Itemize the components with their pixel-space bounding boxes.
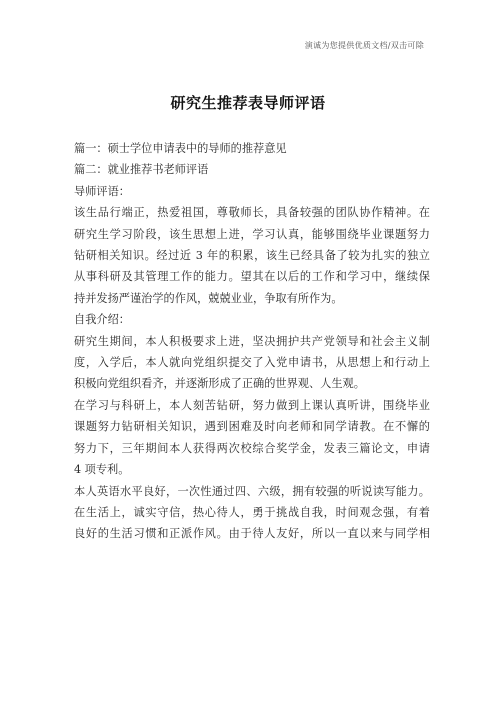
text-line: 钻研相关知识。经过近 3 年的积累，该生已经具备了较为扎实的独立 bbox=[74, 249, 430, 263]
text-line: 良好的生活习惯和正派作风。由于待人友好，所以一直以来与同学相 bbox=[74, 527, 430, 541]
text-line: 研究生期间，本人积极要求上进，坚决拥护共产党领导和社会主义制 bbox=[74, 334, 430, 348]
text-line: 课题努力钻研相关知识，遇到困难及时向老师和同学请教。在不懈的 bbox=[74, 420, 430, 434]
text-line: 在学习与科研上，本人刻苦钻研，努力做到上课认真听讲，围绕毕业 bbox=[74, 398, 430, 412]
text-line: 持并发扬严谨治学的作风，兢兢业业，争取有所作为。 bbox=[74, 291, 343, 305]
text-line: 4 项专利。 bbox=[74, 463, 130, 477]
page-title: 研究生推荐表导师评语 bbox=[170, 94, 326, 112]
text-line: 该生品行端正，热爱祖国，尊敬师长，具备较强的团队协作精神。在 bbox=[74, 206, 430, 220]
toc-item: 篇二：就业推荐书老师评语 bbox=[74, 163, 209, 177]
text-line: 积极向党组织看齐，并逐渐形成了正确的世界观、人生观。 bbox=[74, 377, 365, 391]
section-heading: 导师评语： bbox=[74, 184, 130, 198]
text-line: 从事科研及其管理工作的能力。望其在以后的工作和学习中，继续保 bbox=[74, 270, 430, 284]
text-line: 度，入学后，本人就向党组织提交了入党申请书，从思想上和行动上 bbox=[74, 356, 430, 370]
text-line: 努力下，三年期间本人获得两次校综合奖学金，发表三篇论文，申请 bbox=[74, 441, 430, 455]
text-line: 本人英语水平良好，一次性通过四、六级，拥有较强的听说读写能力。 bbox=[74, 484, 430, 498]
toc-item: 篇一：硕士学位申请表中的导师的推荐意见 bbox=[74, 142, 287, 155]
header-note: 演诚为您提供优质文档/双击可除 bbox=[304, 41, 424, 50]
section-heading: 自我介绍： bbox=[74, 313, 130, 327]
text-line: 研究生学习阶段，该生思想上进，学习认真，能够围绕毕业课题努力 bbox=[74, 227, 430, 241]
document-body bbox=[74, 138, 430, 545]
text-line: 在生活上，诚实守信，热心待人，勇于挑战自我，时间观念强，有着 bbox=[74, 505, 430, 519]
